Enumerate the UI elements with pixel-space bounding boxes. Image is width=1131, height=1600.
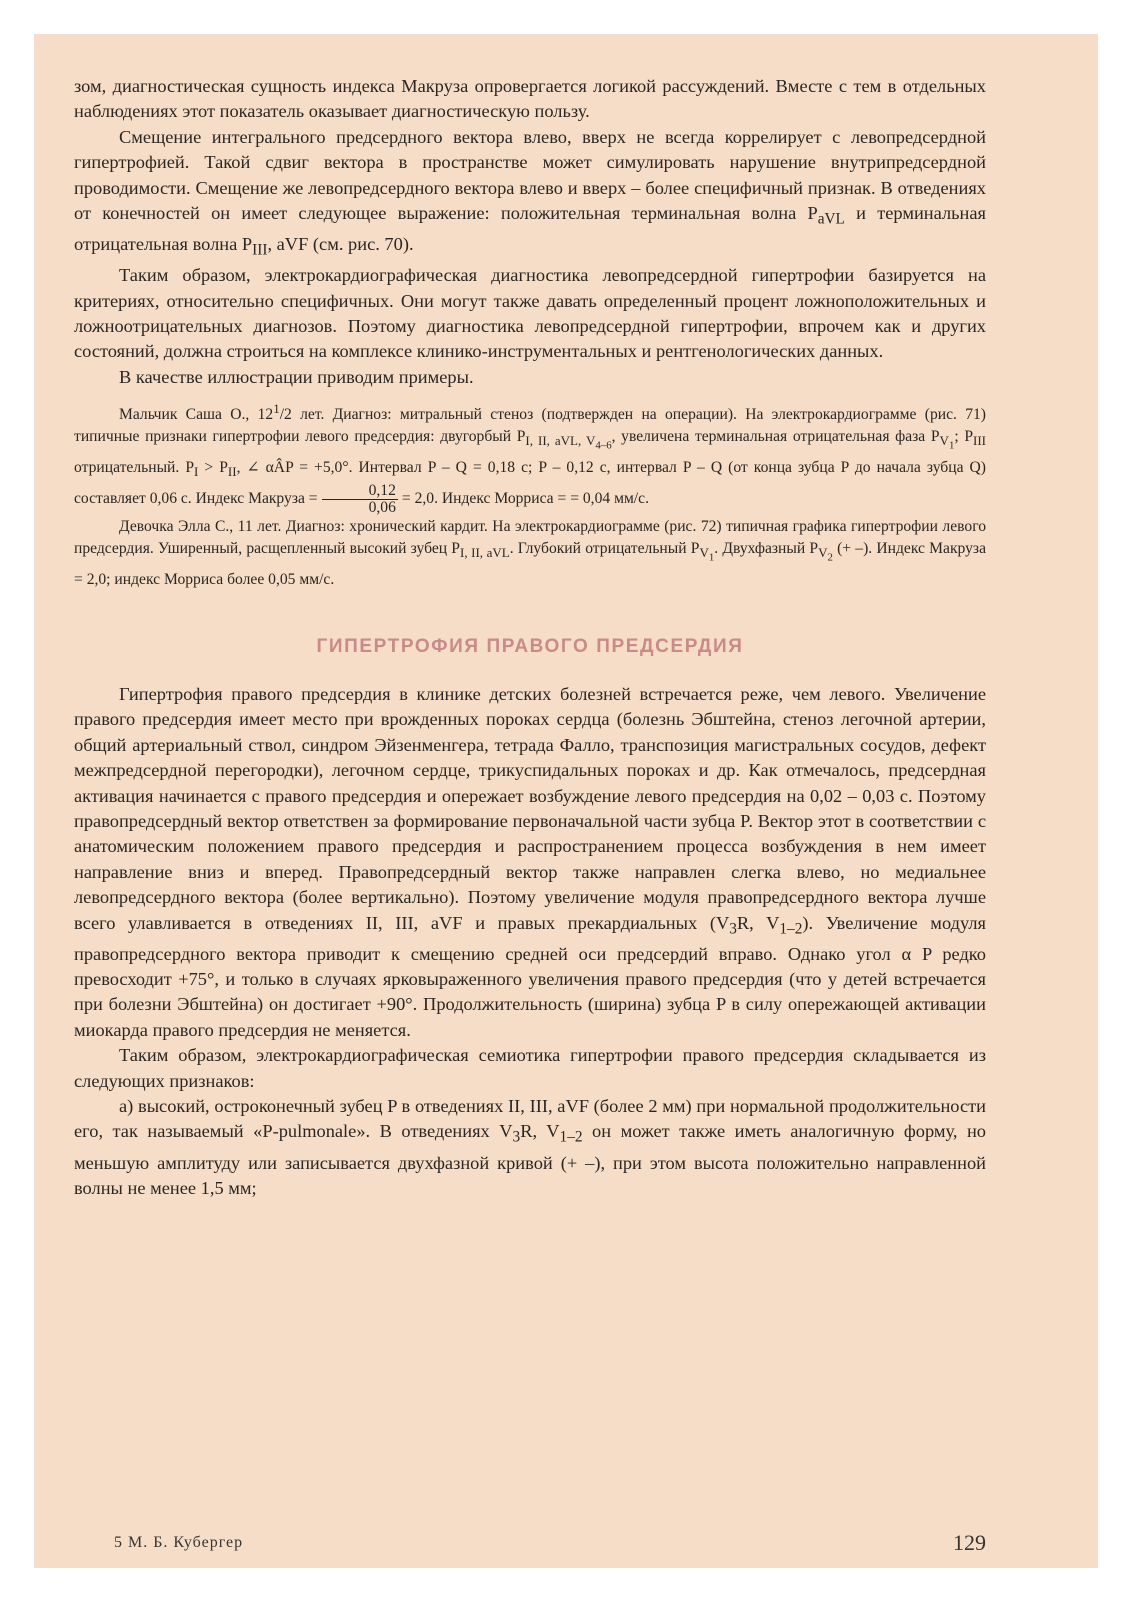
page-text bbox=[74, 74, 986, 1201]
footer-signature: 5 М. Б. Кубергер bbox=[114, 1534, 244, 1551]
paragraph: Гипертрофия правого предсердия в клинике детских болезней встречается реже, чем левого. Увеличение правого предсердия имеет место при врожденных пороках сердца (болезнь Эбштейна, стеноз легочной артерии, общий артериальный ствол, синдром Эйзенменгера, тетрада Фалло, транспозиция магистральных сосудов, дефект межпредсердной перегородки), легочном сердце, трикуспидальных пороках и др. Как отмечалось, предсердная активация начинается с правого предсердия и опережает возбуждение левого предсердия на 0,02 – 0,03 с. Поэтому правопредсердный вектор ответствен за формирование первоначальной части зубца P. Вектор этот в соответствии с анатомическим положением правого предсердия и распространением процесса возбуждения в нем имеет направление вниз и вперед. Правопредсердный вектор также направлен слегка влево, но медиальнее левопредсердного вектора (более вертикально). Поэтому увеличение модуля правопредсердного вектора лучше всего улавливается в отведениях II, III, aVF и правых прекардиальных ($V_3R$, $V_{1-2}$). Увеличение модуля правопредсердного вектора приводит к смещению средней оси предсердий вправо. Однако угол α P редко превосходит +75°, и только в случаях ярковыраженного увеличения правого предсердия (что у детей встречается при болезни Эбштейна) он достигает +90°. Продолжительность (ширина) зубца P в силу опережающей активации миокарда правого предсердия не меняется. bbox=[74, 683, 986, 1040]
fraction: $\frac{0,12}{0,06}$ bbox=[322, 483, 398, 516]
page-footer bbox=[114, 1530, 986, 1555]
case-example-2: Девочка Элла С., 11 лет. Диагноз: хронический кардит. На электрокардиограмме (рис. 72) типичная графика гипертрофии левого предсердия. Уширенный, расщепленный высокий зубец $P_{I, II, aVL}$. Глубокий отрицательный $P_{V_1}$. Двухфазный $P_{V_2}$ (+ –). Индекс Макруза = 2,0; индекс Морриса более 0,05 мм/с. bbox=[74, 518, 986, 588]
paragraph: Смещение интегрального предсердного вектора влево, вверх не всегда коррелирует с левопредсердной гипертрофией. Такой сдвиг вектора в пространстве может симулировать нарушение внутрипредсердной проводимости. Смещение же левопредсердного вектора влево и вверх – более специфичный признак. В отведениях от конечностей он имеет следующее выражение: положительная терминальная волна $P_{aVL}$ и терминальная отрицательная волна $P_{III}$, aVF (см. рис. 70). bbox=[74, 126, 986, 259]
paragraph: зом, диагностическая сущность индекса Макруза опровергается логикой рассуждений. Вместе с тем в отдельных наблюдениях этот показатель оказывает диагностическую пользу. bbox=[74, 76, 986, 122]
book-page bbox=[34, 34, 1098, 1568]
case-example-1: Мальчик Саша О., $12^1/2$ лет. Диагноз: митральный стеноз (подтвержден на операции). На электрокардиограмме (рис. 71) типичные признаки гипертрофии левого предсердия: двугорбый $P_{I, II, aVL, V_{4-6}}$, увеличена терминальная отрицательная фаза $P_{V_1}$; $P_{III}$ отрицательный. $P_I > P_{II}$, ∠ αÂP = +5,0°. Интервал P – Q = 0,18 с; P – 0,12 с, интервал P – Q (от конца зубца P до начала зубца Q) составляет 0,06 с. Индекс Макруза = $\frac{0,12}{0,06}$ = 2,0. Индекс Морриса = = 0,04 мм/с. bbox=[74, 401, 986, 516]
paragraph: Таким образом, электрокардиографическая семиотика гипертрофии правого предсердия складывается из следующих признаков: bbox=[74, 1045, 986, 1091]
section-heading: ГИПЕРТРОФИЯ ПРАВОГО ПРЕДСЕРДИЯ bbox=[316, 636, 744, 658]
page-number: 129 bbox=[953, 1530, 986, 1555]
list-item: а) высокий, остроконечный зубец P в отведениях II, III, aVF (более 2 мм) при нормальной продолжительности его, так называемый «P-pulmonale». В отведениях $V_3R$, $V_{1-2}$ он может также иметь аналогичную форму, но меньшую амплитуду или записывается двухфазной кривой (+ –), при этом высота положительно направленной волны не менее 1,5 мм; bbox=[74, 1096, 986, 1198]
paragraph: Таким образом, электрокардиографическая диагностика левопредсердной гипертрофии базируется на критериях, относительно специфичных. Они могут также давать определенный процент ложноположительных и ложноотрицательных диагнозов. Поэтому диагностика левопредсердной гипертрофии, впрочем как и других состояний, должна строиться на комплексе клинико-инструментальных и рентгенологических данных. bbox=[74, 265, 986, 362]
paragraph: В качестве иллюстрации приводим примеры. bbox=[119, 366, 474, 387]
